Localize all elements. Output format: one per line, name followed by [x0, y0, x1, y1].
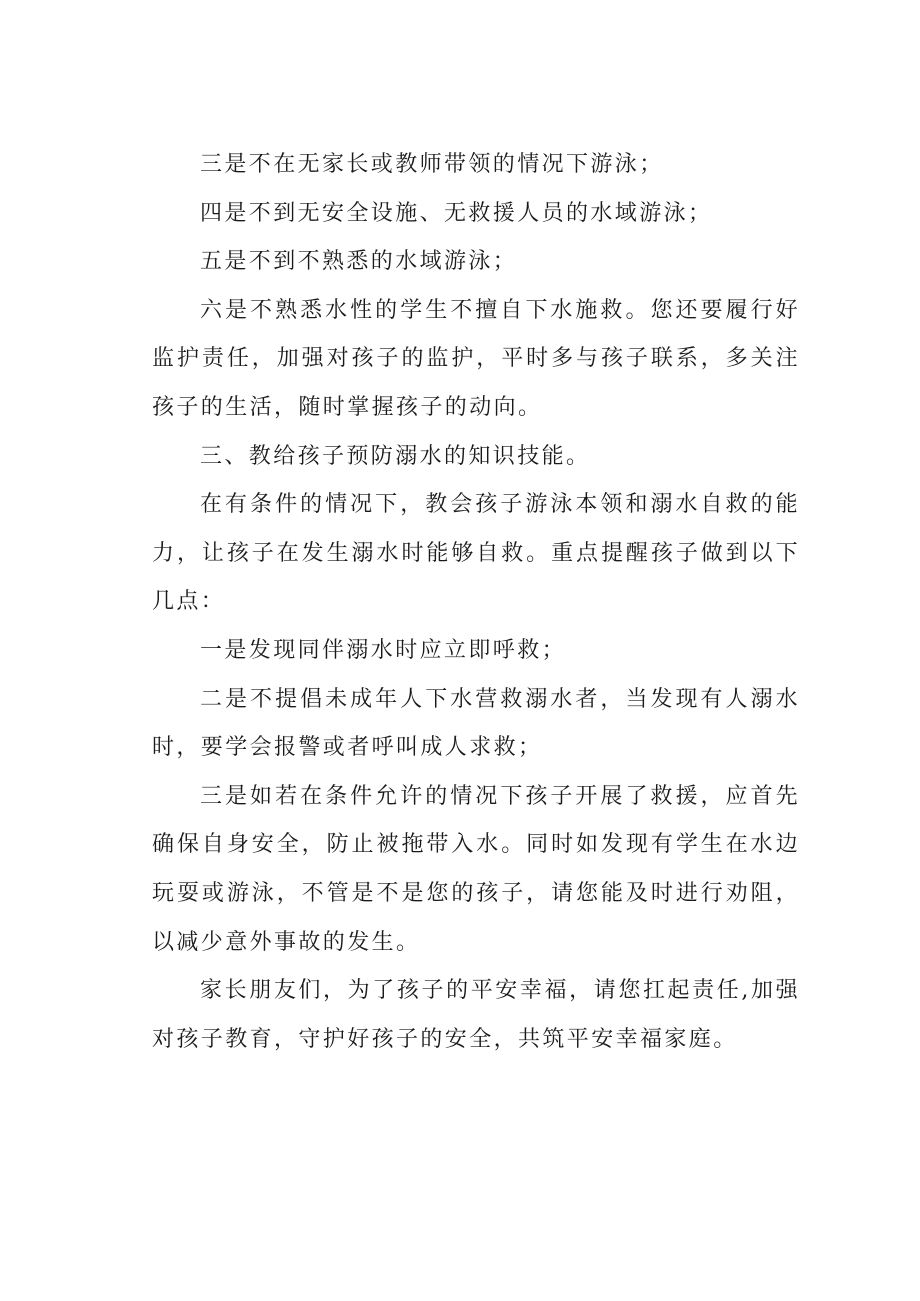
paragraph-rule-six: 六是不熟悉水性的学生不擅自下水施救。您还要履行好监护责任，加强对孩子的监护，平时多与孩子联系，多关注孩子的生活，随时掌握孩子的动向。 [152, 297, 800, 420]
document-body [152, 141, 800, 1064]
paragraph-teach-swimming: 在有条件的情况下，教会孩子游泳本领和溺水自救的能力，让孩子在发生溺水时能够自救。重点提醒孩子做到以下几点： [152, 492, 800, 615]
paragraph-point-one: 一是发现同伴溺水时应立即呼救； [200, 637, 567, 663]
paragraph-closing: 家长朋友们，为了孩子的平安幸福，请您扛起责任,加强对孩子教育，守护好孩子的安全，共筑平安幸福家庭。 [152, 978, 800, 1052]
paragraph-rule-three: 三是不在无家长或教师带领的情况下游泳； [200, 152, 664, 177]
paragraph-point-two: 二是不提倡未成年人下水营救溺水者，当发现有人溺水时，要学会报警或者呼叫成人求救； [152, 686, 800, 761]
paragraph-rule-five: 五是不到不熟悉的水域游泳； [200, 249, 518, 275]
section-heading-three: 三、教给孩子预防溺水的知识技能。 [200, 443, 591, 469]
paragraph-rule-four: 四是不到无安全设施、无救援人员的水域游泳； [200, 200, 713, 226]
paragraph-point-three: 三是如若在条件允许的情况下孩子开展了救援，应首先确保自身安全，防止被拖带入水。同时如发现有学生在水边玩耍或游泳，不管是不是您的孩子，请您能及时进行劝阻，以减少意外事故的发生。 [152, 783, 800, 955]
